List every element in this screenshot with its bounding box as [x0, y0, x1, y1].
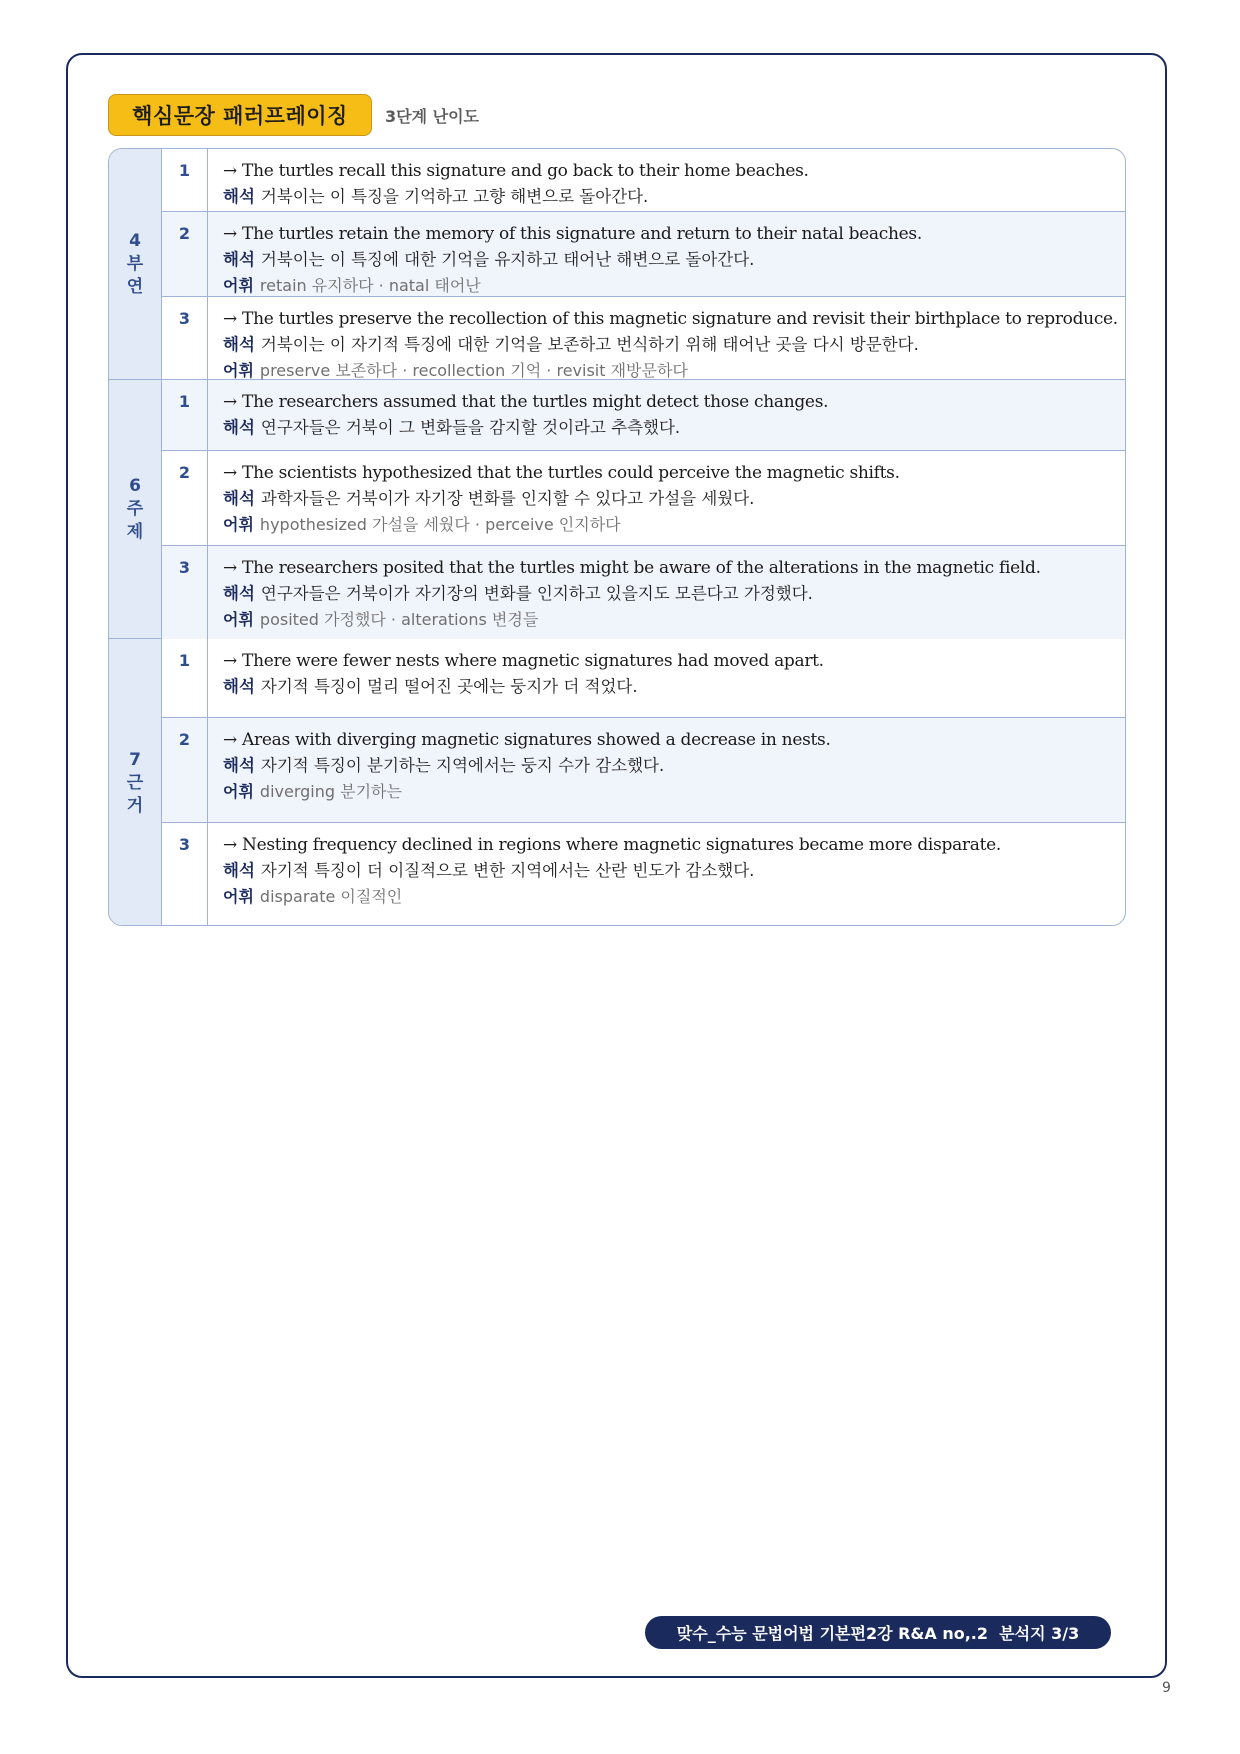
table-row — [162, 211, 1125, 296]
vocab-text: diverging 분기하는 — [259, 782, 402, 801]
row-number: 1 — [162, 380, 208, 450]
english-sentence: → Nesting frequency declined in regions where magnetic signatures became more disparate. — [223, 835, 1001, 855]
vocab-label: 어휘 — [223, 887, 254, 906]
row-number: 2 — [162, 451, 208, 545]
translation-label: 해석 — [223, 677, 255, 696]
vocab-label: 어휘 — [223, 515, 254, 534]
translation-label: 해석 — [223, 250, 255, 269]
section-label: 7 근 거 — [109, 639, 162, 926]
vocab-text: posited 가정했다 · alterations 변경들 — [259, 610, 539, 629]
translation-label: 해석 — [223, 187, 255, 206]
table-row — [162, 149, 1125, 211]
vocab-label: 어휘 — [223, 610, 254, 629]
row-number: 2 — [162, 212, 208, 296]
table-row — [162, 717, 1125, 822]
vocab-text: hypothesized 가설을 세웠다 · perceive 인지하다 — [259, 515, 621, 534]
translation-label: 해석 — [223, 335, 255, 354]
translation-label: 해석 — [223, 418, 255, 437]
vocab-text: retain 유지하다 · natal 태어난 — [259, 276, 481, 295]
translation-text: 연구자들은 거북이 그 변화들을 감지할 것이라고 추측했다. — [260, 418, 681, 437]
english-sentence: → There were fewer nests where magnetic signatures had moved apart. — [223, 651, 824, 671]
row-number: 3 — [162, 297, 208, 380]
row-number: 3 — [162, 823, 208, 926]
table-row — [162, 296, 1125, 380]
section-label: 4 부 연 — [109, 149, 162, 379]
section-7 — [109, 639, 1125, 926]
english-sentence: → The scientists hypothesized that the turtles could perceive the magnetic shifts. — [223, 463, 900, 483]
vocab-label: 어휘 — [223, 276, 254, 295]
translation-text: 자기적 특징이 분기하는 지역에서는 둥지 수가 감소했다. — [260, 756, 665, 775]
english-sentence: → The researchers posited that the turtles might be aware of the alterations in the magnetic field. — [223, 558, 1041, 578]
table-row — [162, 380, 1125, 450]
translation-text: 거북이는 이 특징을 기억하고 고향 해변으로 돌아간다. — [260, 187, 649, 206]
page-number: 9 — [1162, 1680, 1171, 1696]
table-row — [162, 822, 1125, 926]
section-4 — [109, 149, 1125, 380]
english-sentence: → The researchers assumed that the turtles might detect those changes. — [223, 392, 829, 412]
translation-text: 과학자들은 거북이가 자기장 변화를 인지할 수 있다고 가설을 세웠다. — [260, 489, 755, 508]
translation-text: 자기적 특징이 더 이질적으로 변한 지역에서는 산란 빈도가 감소했다. — [260, 861, 755, 880]
vocab-text: preserve 보존하다 · recollection 기억 · revisit 재방문하다 — [259, 361, 688, 380]
row-number: 1 — [162, 149, 208, 211]
vocab-label: 어휘 — [223, 782, 254, 801]
vocab-text: disparate 이질적인 — [259, 887, 403, 906]
footer-badge: 맞수_수능 문법어법 기본편2강 R&A no,.2 분석지 3/3 — [645, 1616, 1111, 1649]
english-sentence: → Areas with diverging magnetic signatures showed a decrease in nests. — [223, 730, 831, 750]
translation-label: 해석 — [223, 756, 255, 775]
row-number: 3 — [162, 546, 208, 639]
table-row — [162, 639, 1125, 717]
row-number: 2 — [162, 718, 208, 822]
translation-text: 거북이는 이 특징에 대한 기억을 유지하고 태어난 해변으로 돌아간다. — [260, 250, 755, 269]
section-title: 핵심문장 패러프레이징 — [132, 104, 348, 128]
difficulty-label: 3단계 난이도 — [385, 107, 479, 126]
english-sentence: → The turtles recall this signature and go back to their home beaches. — [223, 161, 809, 181]
translation-label: 해석 — [223, 489, 255, 508]
translation-label: 해석 — [223, 861, 255, 880]
translation-text: 거북이는 이 자기적 특징에 대한 기억을 보존하고 번식하기 위해 태어난 곳을 다시 방문한다. — [260, 335, 919, 354]
vocab-label: 어휘 — [223, 361, 254, 380]
translation-label: 해석 — [223, 584, 255, 603]
english-sentence: → The turtles retain the memory of this signature and return to their natal beaches. — [223, 224, 922, 244]
translation-text: 자기적 특징이 멀리 떨어진 곳에는 둥지가 더 적었다. — [260, 677, 638, 696]
english-sentence: → The turtles preserve the recollection of this magnetic signature and revisit their birthplace to reproduce. — [223, 309, 1118, 329]
paraphrase-table — [108, 148, 1126, 926]
table-row — [162, 450, 1125, 545]
section-title-badge — [108, 94, 372, 136]
row-number: 1 — [162, 639, 208, 717]
section-label: 6 주 제 — [109, 380, 162, 638]
translation-text: 연구자들은 거북이가 자기장의 변화를 인지하고 있을지도 모른다고 가정했다. — [260, 584, 813, 603]
section-6 — [109, 380, 1125, 639]
table-row — [162, 545, 1125, 639]
